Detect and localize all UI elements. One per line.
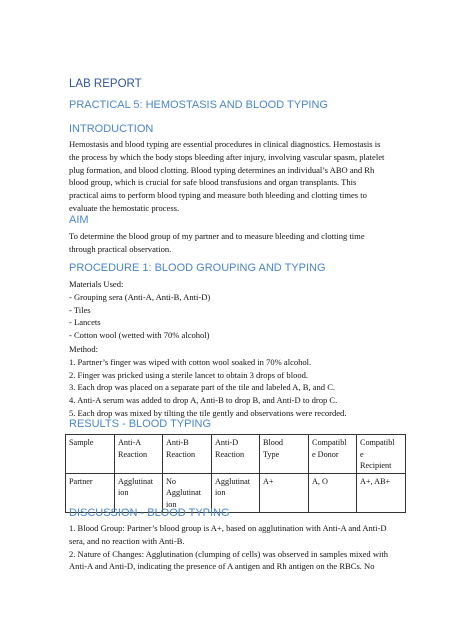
list-item: - Tiles xyxy=(69,304,91,315)
list-item: - Lancets xyxy=(69,317,101,328)
introduction-heading: INTRODUCTION xyxy=(69,123,154,135)
table-cell: Partner xyxy=(66,473,115,512)
header-cell: Sample xyxy=(66,435,115,474)
practical-heading: PRACTICAL 5: HEMOSTASIS AND BLOOD TYPING xyxy=(69,99,328,111)
text-line: Anti-A and Anti-D, indicating the presence of A antigen and Rh antigen on the RBCs. No xyxy=(69,561,375,572)
table-cell: A+, AB+ xyxy=(357,473,406,512)
text-line: the process by which the body stops bleeding after injury, involving vascular spasm, platelet xyxy=(69,151,385,162)
text-line: Hemostasis and blood typing are essential procedures in clinical diagnostics. Hemostasis is xyxy=(69,139,381,149)
header-cell: Anti-B Reaction xyxy=(163,435,212,474)
text-line: 1. Blood Group: Partner’s blood group is A+, based on agglutination with Anti-A and Anti-D xyxy=(69,523,387,533)
results-table xyxy=(65,434,406,513)
report-title: LAB REPORT xyxy=(69,78,142,90)
text-line: evaluate the hemostatic process. xyxy=(69,202,180,213)
table-cell: Agglutinat ion xyxy=(212,473,260,512)
introduction-paragraph xyxy=(69,138,414,215)
text-line: practical aims to perform blood typing and measure both bleeding and clotting times to xyxy=(69,190,367,201)
text-line: To determine the blood group of my partner and to measure bleeding and clotting time xyxy=(69,231,365,241)
materials-list xyxy=(69,278,414,342)
header-cell: Compatibl e Recipient xyxy=(357,435,406,474)
list-item: 1. Partner’s finger was wiped with cotton wool soaked in 70% alcohol. xyxy=(69,356,312,367)
list-item: 3. Each drop was placed on a separate part of the tile and labeled A, B, and C. xyxy=(69,382,336,393)
discussion-heading: DISCUSSION - BLOOD TYPING xyxy=(69,507,230,519)
header-cell: Anti-D Reaction xyxy=(212,435,260,474)
method-list xyxy=(69,343,414,420)
table-header-row xyxy=(66,435,406,474)
header-cell: Anti-A Reaction xyxy=(115,435,163,474)
text-line: 2. Nature of Changes: Agglutination (clumping of cells) was observed in samples mixed with xyxy=(69,548,389,559)
list-item: - Grouping sera (Anti-A, Anti-B, Anti-D) xyxy=(69,291,211,302)
header-cell: Blood Type xyxy=(260,435,309,474)
results-heading: RESULTS - BLOOD TYPING xyxy=(69,418,212,430)
text-line: Materials Used: xyxy=(69,279,124,289)
list-item: 5. Each drop was mixed by tilting the tile gently and observations were recorded. xyxy=(69,407,347,418)
text-line: blood group, which is crucial for safe blood transfusions and organ transplants. This xyxy=(69,177,357,188)
table-cell: A, O xyxy=(309,473,357,512)
text-line: through practical observation. xyxy=(69,243,172,254)
text-line: sera, and no reaction with Anti-B. xyxy=(69,535,185,546)
list-item: 4. Anti-A serum was added to drop A, Anti-B to drop B, and Anti-D to drop C. xyxy=(69,395,338,406)
aim-heading: AIM xyxy=(69,214,89,226)
table-cell: No Agglutinat ion xyxy=(163,473,212,512)
table-cell: Agglutinat ion xyxy=(115,473,163,512)
discussion-paragraph xyxy=(69,522,414,573)
header-cell: Compatibl e Donor xyxy=(309,435,357,474)
list-item: 2. Finger was pricked using a sterile lancet to obtain 3 drops of blood. xyxy=(69,369,309,380)
list-item: - Cotton wool (wetted with 70% alcohol) xyxy=(69,330,210,341)
aim-paragraph xyxy=(69,230,414,256)
text-line: Method: xyxy=(69,344,98,354)
table-cell: A+ xyxy=(260,473,309,512)
text-line: plug formation, and blood clotting. Blood typing determines an individual’s ABO and Rh xyxy=(69,164,375,175)
procedure-heading: PROCEDURE 1: BLOOD GROUPING AND TYPING xyxy=(69,262,326,274)
